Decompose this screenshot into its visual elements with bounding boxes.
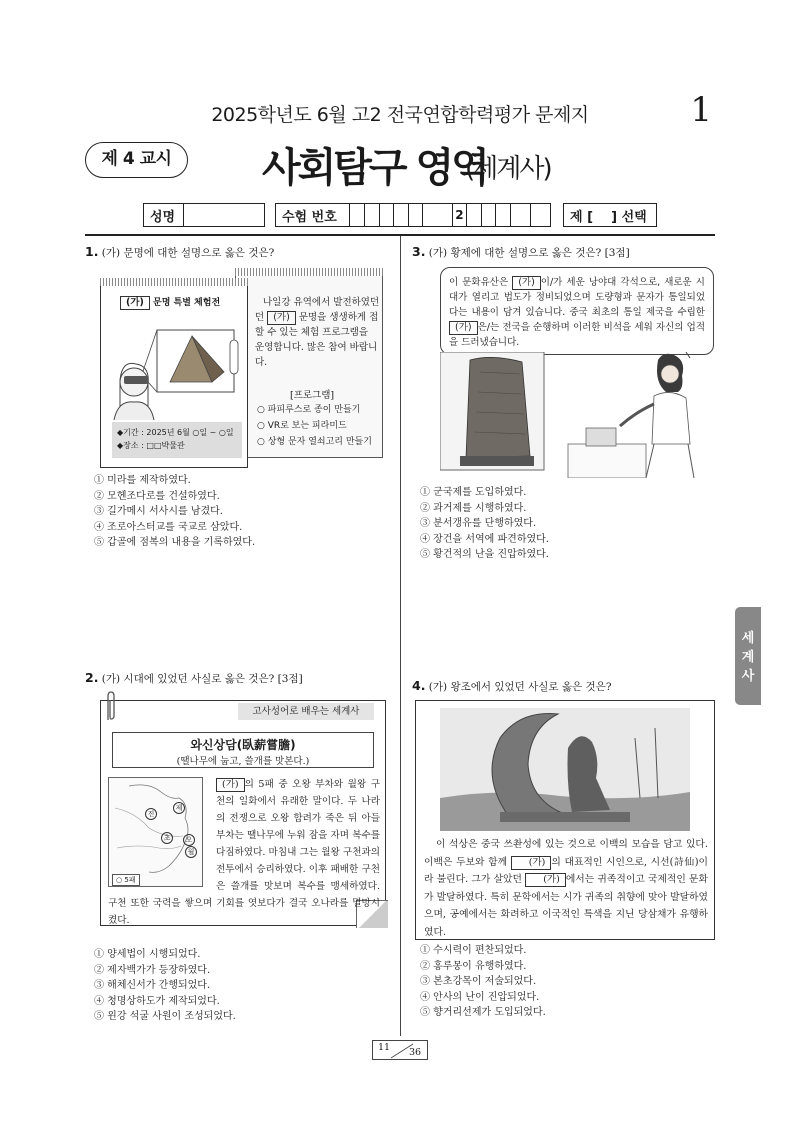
q2-stem: 2. (가) 시대에 있었던 사실로 옳은 것은? [3점] — [85, 670, 303, 685]
q1-program-list — [257, 402, 372, 450]
q1-option-5[interactable]: ⑤ 갑골에 점복의 내용을 기록하였다. — [94, 537, 256, 548]
exam-digit-cell[interactable] — [482, 204, 497, 226]
q3-option-5[interactable]: ⑤ 황건적의 난을 진압하였다. — [420, 549, 549, 560]
ga-box: (가) — [449, 321, 478, 335]
exam-digit-cell[interactable] — [423, 204, 452, 226]
q1-program-heading: [프로그램] — [290, 390, 335, 401]
ga-box: (가) — [525, 873, 566, 887]
q3-stele-and-guide-illustration — [440, 352, 710, 478]
q2-tag: 고사성어로 배우는 세계사 — [238, 703, 374, 720]
q2-idiom-meaning: (땔나무에 눕고, 쓸개를 맛본다.) — [176, 756, 310, 767]
q3-option-2[interactable]: ② 과거제를 시행하였다. — [420, 502, 527, 514]
ga-box: (가) — [511, 856, 552, 870]
exam-digit-cell[interactable] — [531, 204, 550, 226]
q1-option-4[interactable]: ④ 조로아스터교를 국교로 삼았다. — [94, 521, 243, 533]
q2-options — [94, 947, 236, 1025]
q2-passage: (가) 의 5패 중 오왕 부차와 월왕 구천의 일화에서 유래한 말이다. 두 나라의 전쟁으로 오왕 합려가 죽은 뒤 아들 부차는 땔나무에 누워 잠을 자며 복수를 다짐하였다. 마침내 그는 월왕 구천과의 전투에서 승리하였다. 이후 패배한 구천은 쓸개를 맛보며 복수를 맹세하였다. 구천 또한 국력을 쌓으며 기회를 엿보다가 결국 오나라를 멸망시켰다. — [108, 779, 380, 926]
q3-option-3[interactable]: ③ 분서갱유를 단행하였다. — [420, 518, 537, 529]
exam-number-label: 수험 번호 — [276, 204, 350, 226]
exam-digit-cell[interactable] — [409, 204, 424, 226]
page-indicator — [372, 1040, 428, 1060]
q2-idiom: 와신상담(臥薪嘗膽) — [190, 738, 296, 752]
q1-option-3[interactable]: ③ 길가메시 서사시를 남겼다. — [94, 506, 223, 517]
name-box — [143, 203, 265, 227]
q2-option-1[interactable]: ① 양세법이 시행되었다. — [94, 949, 201, 960]
q4-option-4[interactable]: ④ 안사의 난이 진압되었다. — [420, 991, 540, 1003]
q3-speech-bubble: 이 문화유산은 (가) 이/가 세운 낭야대 각석으로, 새로운 시대가 열리고 법도가 정비되었으며 도량형과 문자가 통일되었다는 내용이 담겨 있습니다. 중국 최초의 통일 제국을 수립한 (가) 은/는 전국을 순행하며 이러한 비석을 세워 자신의 업적을 드러냈습니다. — [440, 267, 714, 355]
q2-option-5[interactable]: ⑤ 윈강 석굴 사원이 조성되었다. — [94, 1011, 236, 1022]
choice-label[interactable]: 제 [ ] 선택 — [570, 209, 647, 225]
program-item: ○ 파피루스로 종이 만들기 — [257, 405, 361, 415]
q1-number: 1. — [85, 244, 99, 259]
q1-poster-card-stripe — [100, 278, 248, 286]
exam-digit-cell[interactable] — [511, 204, 530, 226]
exam-digit-cell[interactable] — [394, 204, 409, 226]
exam-digit-cell[interactable] — [365, 204, 380, 226]
q1-event-period: ◆기간 : 2025년 6월 ○일 ~ ○일 — [117, 428, 234, 437]
name-field[interactable] — [184, 204, 264, 226]
subject-side-tab: 세 계 사 — [735, 607, 761, 705]
exam-digit-cell[interactable] — [496, 204, 511, 226]
q4-option-1[interactable]: ① 수시력이 편찬되었다. — [420, 945, 527, 956]
q3-option-4[interactable]: ④ 장건을 서역에 파견하였다. — [420, 533, 549, 545]
q2-number: 2. — [85, 670, 99, 685]
paperclip-icon — [104, 690, 118, 724]
q4-passage: 이 석상은 중국 쓰촨성에 있는 것으로 이백의 모습을 담고 있다. 이백은 두보와 함께 (가) 의 대표적인 시인으로, 시선(詩仙)이라 불린다. 그가 살았던 (가) 에서는 귀족적이고 국제적인 문화가 발달하였다. 특히 문학에서는 시가 귀족의 취향에 맞아 발달하였으며, 공예에서는 화려하고 이국적인 특색을 지닌 당삼채가 유행하였다. — [424, 839, 708, 938]
map-label-jin: 진 — [145, 808, 157, 820]
exam-title: 2025학년도 6월 고2 전국연합학력평가 문제지 — [211, 104, 589, 126]
q4-number: 4. — [412, 678, 426, 693]
column-divider — [400, 236, 401, 1036]
q1-description: 나일강 유역에서 발전하였던 던 (가) 문명을 생생하게 접할 수 있는 체험 프로그램을 운영합니다. 많은 참여 바랍니다. — [255, 297, 380, 368]
map-label-wol: 월 — [185, 846, 197, 858]
choice-box — [563, 203, 657, 227]
map-label-cho: 초 — [161, 832, 173, 844]
page-total: 36 — [409, 1047, 422, 1058]
q4-option-3[interactable]: ③ 본초강목이 저술되었다. — [420, 976, 537, 987]
subject-subtitle: (세계사) — [465, 154, 551, 184]
ga-box: (가) — [512, 276, 541, 290]
exam-digit-cell[interactable] — [350, 204, 365, 226]
q4-options — [420, 943, 546, 1021]
info-bar — [0, 203, 800, 227]
q3-stem: 3. (가) 황제에 대한 설명으로 옳은 것은? [3점] — [412, 244, 630, 259]
ga-box: (가) — [120, 296, 150, 310]
exam-number-box — [275, 203, 551, 227]
q4-option-2[interactable]: ② 홍루몽이 유행하였다. — [420, 960, 527, 972]
exam-digit-cell[interactable] — [467, 204, 482, 226]
ga-box: (가) — [267, 311, 296, 325]
q1-event-place: ◆장소 : □□박물관 — [117, 441, 185, 450]
q1-option-2[interactable]: ② 모헨조다로를 건설하였다. — [94, 490, 220, 502]
exam-digit-cell[interactable] — [380, 204, 395, 226]
q2-option-2[interactable]: ② 제자백가가 등장하였다. — [94, 964, 211, 976]
q1-vr-pyramid-illustration — [112, 310, 244, 420]
q4-option-5[interactable]: ⑤ 향거리선제가 도입되었다. — [420, 1007, 546, 1018]
ga-box: (가) — [216, 778, 245, 792]
q1-option-1[interactable]: ① 미라를 제작하였다. — [94, 475, 191, 486]
q4-statue-photo — [440, 708, 690, 831]
q3-number: 3. — [412, 244, 426, 259]
q2-idiom-box — [112, 732, 374, 768]
page-number: 1 — [690, 90, 712, 130]
q1-options — [94, 473, 255, 551]
q1-poster-back-stripe — [235, 268, 383, 276]
q3-options — [420, 485, 549, 563]
subject-title: 사회탐구 영역 — [262, 145, 487, 191]
q3-option-1[interactable]: ① 군국제를 도입하였다. — [420, 487, 527, 498]
program-item: ○ 상형 문자 열쇠고리 만들기 — [257, 437, 372, 447]
program-item: ○ VR로 보는 피라미드 — [257, 421, 347, 431]
q1-stem: 1. (가) 문명에 대한 설명으로 옳은 것은? — [85, 244, 275, 259]
map-legend: ○ 5패 — [112, 874, 140, 886]
map-label-je: 제 — [173, 802, 185, 814]
exam-digit-fixed: 2 — [453, 204, 468, 226]
period-badge: 제 4 교시 — [85, 142, 188, 178]
page-current: 11 — [378, 1042, 391, 1053]
name-label: 성명 — [144, 204, 184, 226]
q4-stem: 4. (가) 왕조에서 있었던 사실로 옳은 것은? — [412, 678, 612, 693]
map-label-o: 오 — [183, 834, 195, 846]
q2-option-3[interactable]: ③ 해체신서가 간행되었다. — [94, 980, 211, 991]
q1-event-info — [112, 422, 242, 458]
q1-card-title: (가) 문명 특별 체험전 — [120, 295, 220, 310]
q2-option-4[interactable]: ④ 청명상하도가 제작되었다. — [94, 995, 220, 1007]
